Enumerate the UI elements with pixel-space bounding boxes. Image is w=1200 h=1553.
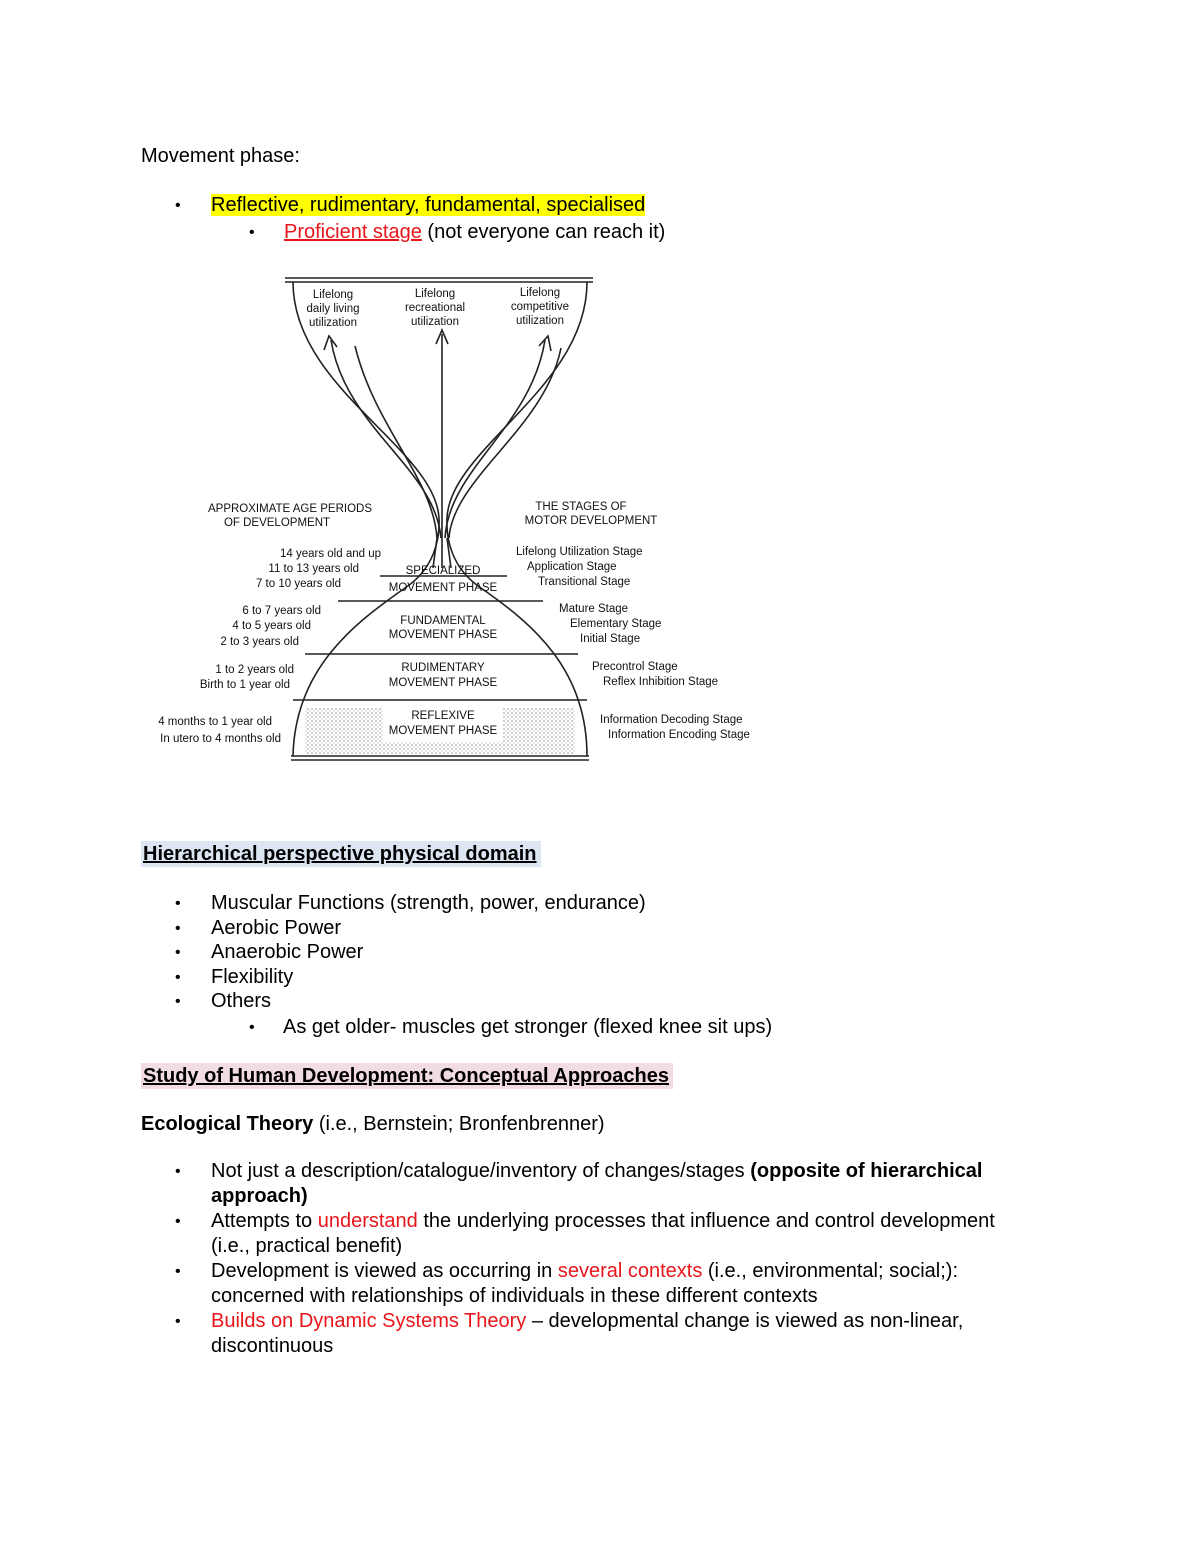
bullet-dot: • [175,1213,181,1230]
rudimentary-phase-line1: RUDIMENTARY [401,662,485,674]
reflexive-phase-line1: REFLEXIVE [411,710,475,722]
top-left-line2: daily living [306,303,360,315]
text-span: (i.e., environmental; social;): [702,1260,958,1282]
stage-reflex-inhibition: Reflex Inhibition Stage [603,676,719,688]
text-span: Attempts to [211,1210,318,1232]
list-item: Others [211,990,272,1012]
bullet-dot: • [175,895,181,912]
specialized-phase-line1: SPECIALIZED [405,565,481,577]
movement-phases-list [211,193,645,217]
proficient-stage-label: Proficient stage [284,221,422,243]
bullet-dot: • [175,993,181,1010]
age-11-13: 11 to 13 years old [268,563,359,575]
bullet-dot: • [249,224,255,241]
top-left-line1: Lifelong [312,289,354,301]
movement-phase-title: Movement phase: [141,145,300,167]
ecological-bullet-1-cont: approach) [211,1185,308,1207]
age-14-up: 14 years old and up [279,548,381,560]
ecological-theory-authors: (i.e., Bernstein; Bronfenbrenner) [313,1113,605,1135]
specialized-phase-line2: MOVEMENT PHASE [388,582,498,594]
top-right-line1: Lifelong [519,287,561,299]
ecological-theory-label: Ecological Theory [141,1113,314,1135]
ecological-bullet-3 [211,1259,958,1283]
bold-span: (opposite of hierarchical [750,1160,983,1182]
stage-transitional: Transitional Stage [538,576,631,588]
text-span: Not just a description/catalogue/inventory of changes/stages [211,1160,751,1182]
list-item: Flexibility [211,966,294,988]
stage-mature: Mature Stage [559,603,629,615]
list-item: Aerobic Power [211,917,342,939]
bullet-dot: • [175,1163,181,1180]
bullet-dot: • [249,1019,255,1036]
age-utero-4m: In utero to 4 months old [160,733,281,745]
ecological-bullet-4 [211,1309,963,1333]
bullet-dot: • [175,944,181,961]
hierarchical-heading-text: Hierarchical perspective physical domain [141,841,541,867]
age-periods-title-line2: OF DEVELOPMENT [223,517,331,529]
fundamental-phase-line1: FUNDAMENTAL [400,615,486,627]
list-item: Muscular Functions (strength, power, endurance) [211,892,646,914]
rudimentary-phase-line2: MOVEMENT PHASE [388,677,498,689]
top-mid-line3: utilization [411,316,459,328]
bullet-dot: • [175,1263,181,1280]
ecological-theory-line [141,1112,605,1136]
stages-title-line1: THE STAGES OF [535,501,627,513]
ecological-bullet-3-cont: concerned with relationships of individuals in these different contexts [211,1285,818,1307]
stage-info-encoding: Information Encoding Stage [608,729,750,741]
hierarchical-heading [141,842,541,866]
ecological-bullet-2-cont: (i.e., practical benefit) [211,1235,403,1257]
stage-initial: Initial Stage [580,633,641,645]
text-span: the underlying processes that influence and control development [417,1210,995,1232]
study-heading-text: Study of Human Development: Conceptual Approaches [141,1063,673,1089]
reflexive-phase-line2: MOVEMENT PHASE [388,725,498,737]
list-item: Anaerobic Power [211,941,364,963]
bullet-dot: • [175,197,181,214]
bullet-dot: • [175,1313,181,1330]
text-span: – developmental change is viewed as non-linear, [526,1310,964,1332]
stage-info-decoding: Information Decoding Stage [600,714,743,726]
red-span: several contexts [557,1260,703,1282]
top-right-line3: utilization [516,315,564,327]
stage-lifelong-utilization: Lifelong Utilization Stage [516,546,643,558]
age-6-7: 6 to 7 years old [242,605,321,617]
age-7-10: 7 to 10 years old [255,578,341,590]
age-4m-1y: 4 months to 1 year old [158,716,272,728]
top-right-line2: competitive [510,301,570,313]
study-heading [141,1064,673,1088]
stage-elementary: Elementary Stage [570,618,662,630]
highlighted-phases: Reflective, rudimentary, fundamental, specialised [211,194,646,216]
ecological-bullet-4-cont: discontinuous [211,1335,334,1357]
bullet-dot: • [175,969,181,986]
age-birth-1: Birth to 1 year old [199,679,290,691]
proficient-stage-note: (not everyone can reach it) [421,221,666,243]
stage-application: Application Stage [527,561,617,573]
ecological-bullet-2 [211,1209,995,1233]
age-1-2: 1 to 2 years old [215,664,294,676]
ecological-bullet-1 [211,1159,982,1183]
text-span: Development is viewed as occurring in [211,1260,558,1282]
fundamental-phase-line2: MOVEMENT PHASE [388,629,498,641]
hourglass-diagram [135,268,775,770]
bullet-dot: • [175,920,181,937]
red-span: understand [317,1210,418,1232]
red-span: Builds on Dynamic Systems Theory [211,1310,527,1332]
age-4-5: 4 to 5 years old [232,620,311,632]
top-mid-line2: recreational [404,302,466,314]
top-mid-line1: Lifelong [414,288,456,300]
age-periods-title-line1: APPROXIMATE AGE PERIODS [207,503,373,515]
top-left-line3: utilization [309,317,357,329]
age-2-3: 2 to 3 years old [220,636,299,648]
list-sub-item: As get older- muscles get stronger (flexed knee sit ups) [283,1016,773,1038]
stages-title-line2: MOTOR DEVELOPMENT [524,515,658,527]
proficient-stage-line [284,220,665,244]
stage-precontrol: Precontrol Stage [592,661,678,673]
